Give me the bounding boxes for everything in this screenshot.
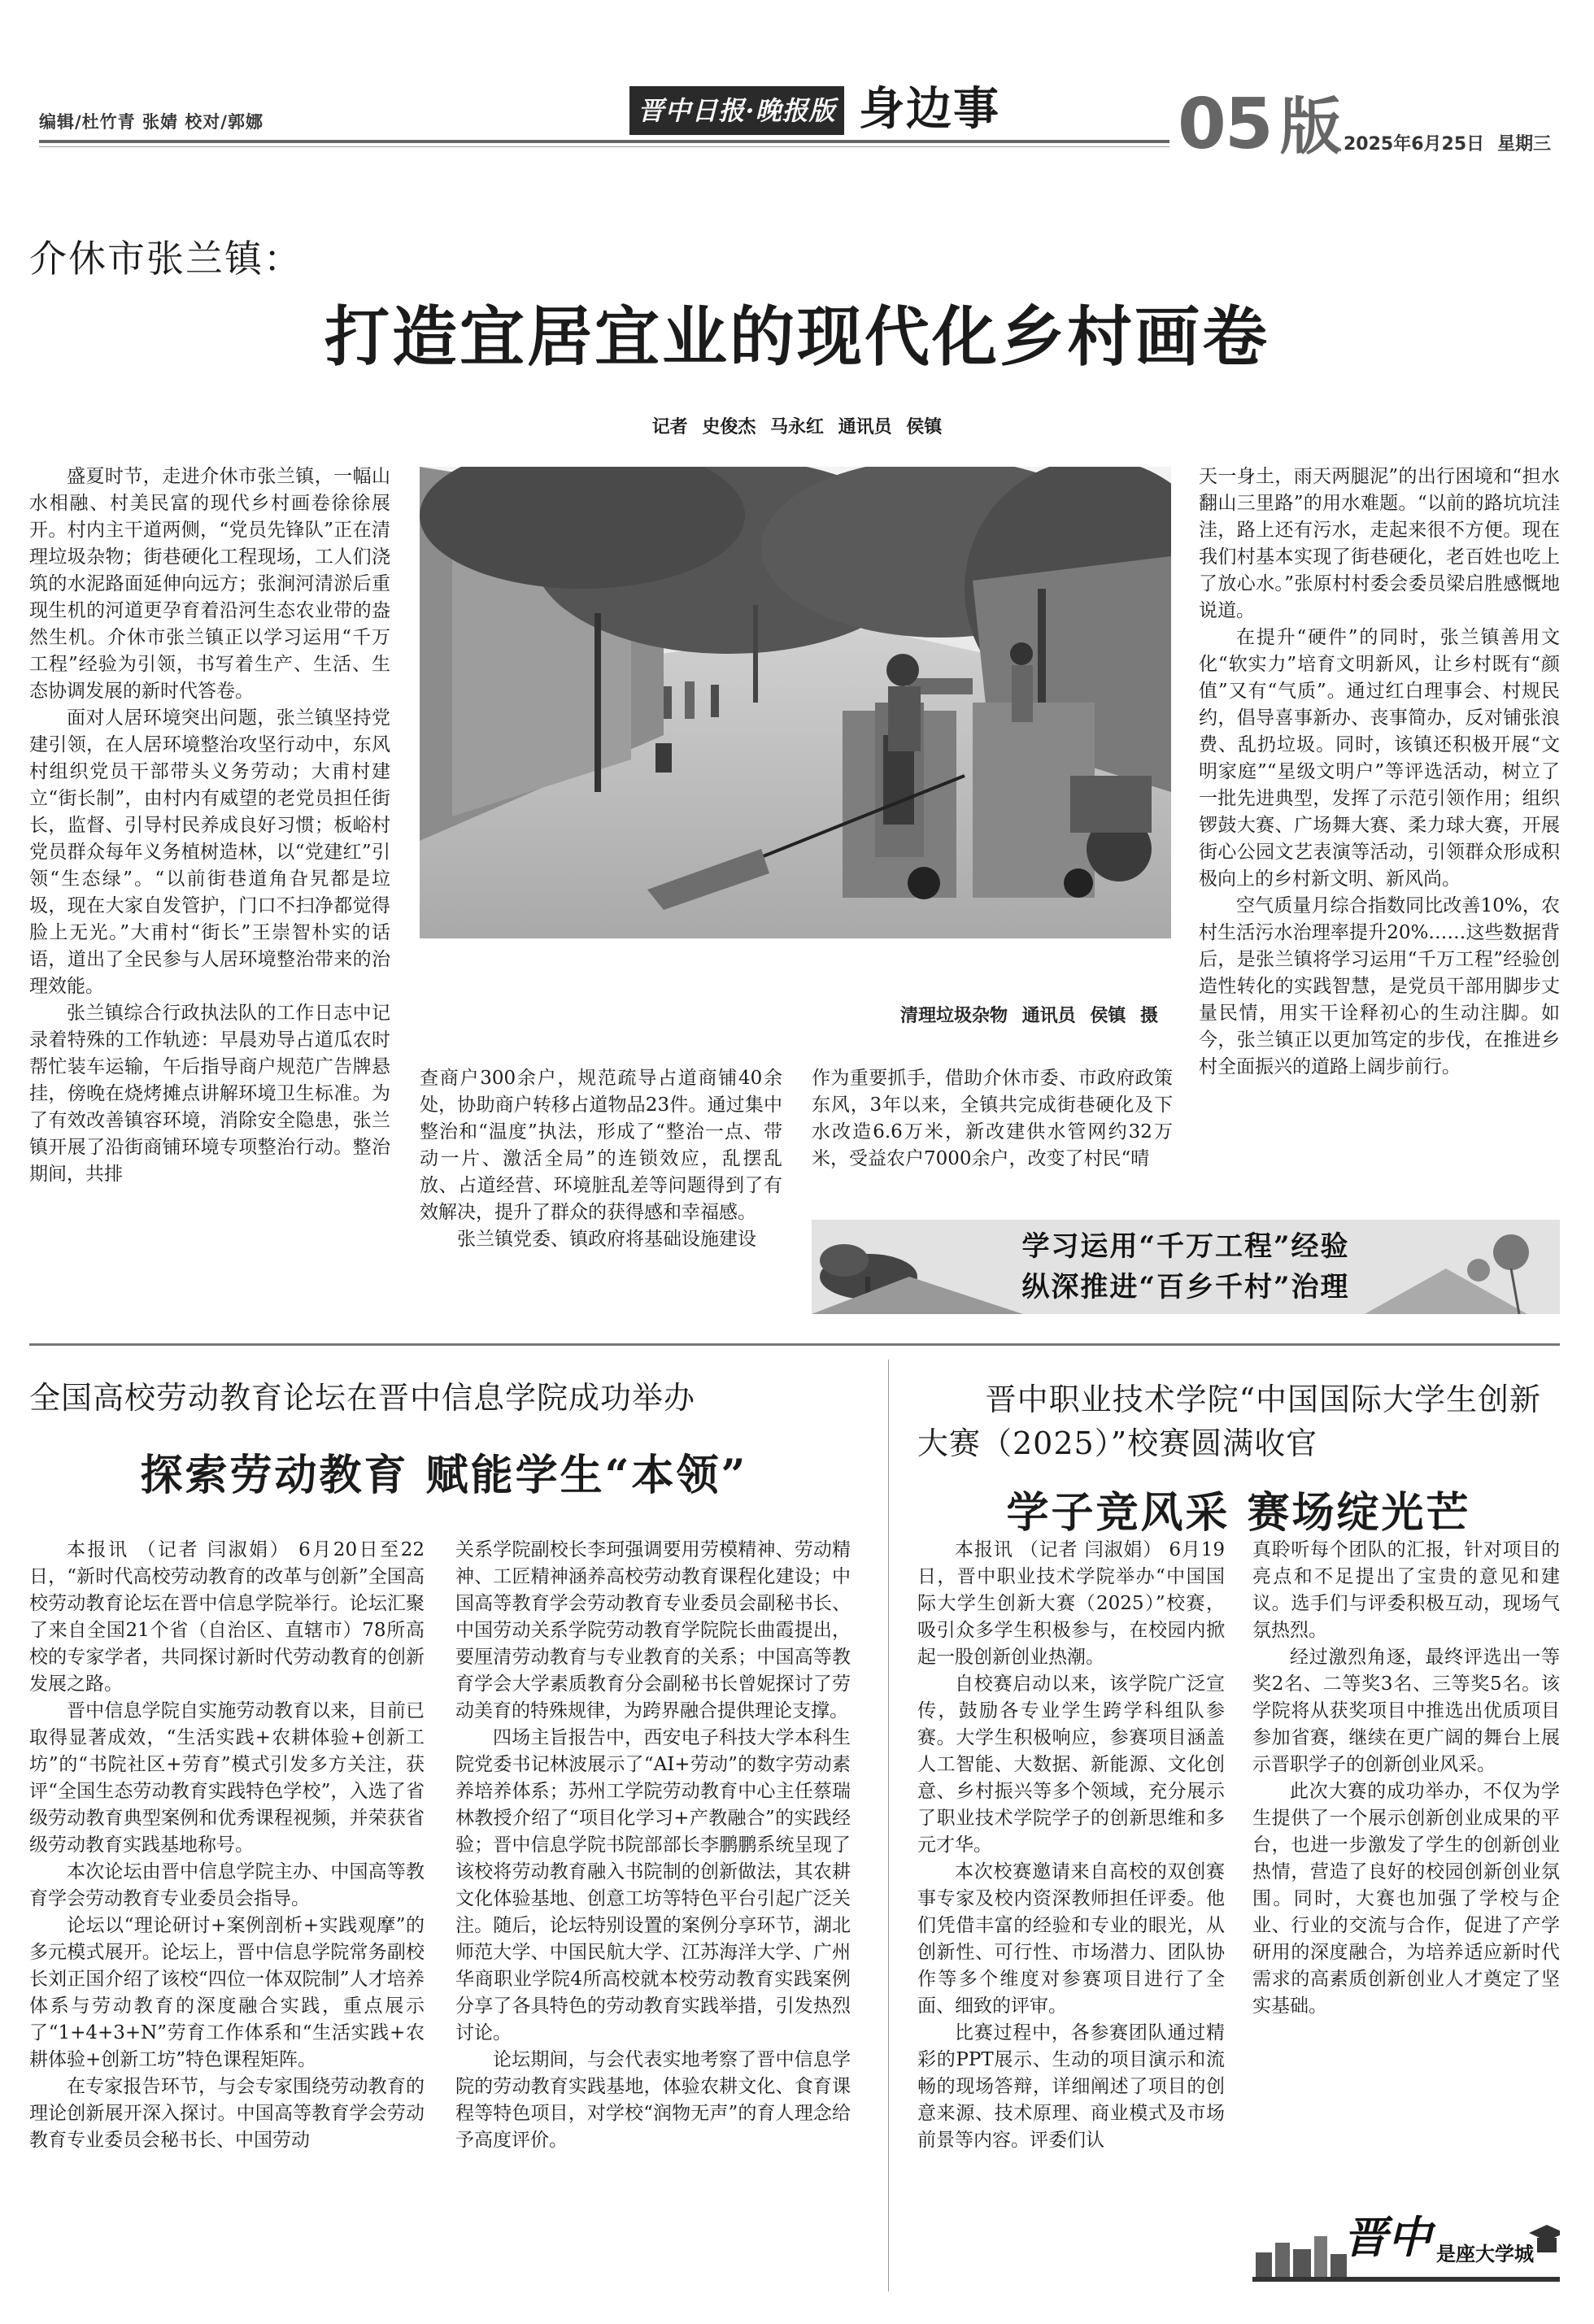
weekday-text: 星期三 [1497,134,1552,154]
masthead-logo-text: 晋中日报·晚报版 [638,95,836,126]
issue-date [1344,130,1551,155]
banner-line1: 学习运用“千万工程”经验 [1021,1230,1350,1263]
story1-col1-p1: 盛夏时节，走进介休市张兰镇，一幅山水相融、村美民富的现代乡村画卷徐徐展开。村内主干道两侧，“党员先锋队”正在清理垃圾杂物；街巷硬化工程现场，工人们浇筑的水泥路面延伸向远方；张涧河清淤后重现生机的河道更孕育着沿河生态农业带的盎然生机。介休市张兰镇正以学习运用“千万工程”经验为引领，书写着生产、生活、生态协调发展的新时代答卷。 [29,466,390,702]
story1-col3 [812,1065,1173,1171]
story1-col2 [420,1065,782,1311]
story1-byline: 记者 史俊杰 马永红 通讯员 侯镇 [651,417,943,437]
story2-col1-p3: 本次论坛由晋中信息学院主办、中国高等教育学会劳动教育专业委员会指导。 [29,1861,425,1909]
story3-col1-p4: 比赛过程中，各参赛团队通过精彩的PPT展示、生动的项目演示和流畅的现场答辩，详细阐述了项目的创意来源、技术原理、商业模式及市场前景等内容。评委们认 [917,2022,1225,2151]
story1-col1-p2: 面对人居环境突出问题，张兰镇坚持党建引领，在人居环境整治攻坚行动中，东风村组织党员干部带头义务劳动；大甫村建立“街长制”，由村内有威望的老党员担任街长，监督、引导村民养成良好习惯；板峪村党员群众每年义务植树造林，以“党建红”引领“生态绿”。“以前街巷道角旮旯都是垃圾，现在大家自发管护，门口不扫净都觉得脸上无光。”大甫村“街长”王崇智朴实的话语，道出了全民参与人居环境整治带来的治理效能。 [29,707,390,997]
page-number-digits: 05 [1178,84,1272,165]
story3-col2-p1: 真聆听每个团队的汇报，针对项目的亮点和不足提出了宝贵的意见和建议。选手们与评委积极互动，现场气氛热烈。 [1252,1539,1560,1641]
story2-col1-p4: 论坛以“理论研讨+案例剖析+实践观摩”的多元模式展开。论坛上，晋中信息学院常务副校长刘正国介绍了该校“四位一体双院制”人才培养体系与劳动教育的深度融合实践，重点展示了“1+4+3+N”劳育工作体系和“生活实践+农耕体验+创新工坊”特色课程矩阵。 [29,1915,425,2070]
page-number [1178,84,1340,165]
story1-headline: 打造宜居宜业的现代化乡村画卷 [324,298,1270,375]
story2-kicker: 全国高校劳动教育论坛在晋中信息学院成功举办 [29,1380,696,1416]
story1-photo-caption: 清理垃圾杂物 通讯员 侯镇 摄 [900,1006,1158,1026]
university-city-logo [1252,2196,1560,2285]
story3-col1-p2: 自校赛启动以来，该学院广泛宣传，鼓励各专业学生跨学科组队参赛。大学生积极响应，参赛项目涵盖人工智能、大数据、新能源、文化创意、乡村振兴等多个领域，充分展示了职业技术学院学子的创新思维和多元才华。 [917,1673,1225,1856]
story2-col2-p3: 论坛期间，与会代表实地考察了晋中信息学院的劳动教育实践基地，体验农耕文化、食育课程等特色项目，对学校“润物无声”的育人理念给予高度评价。 [455,2049,851,2151]
story3-col2-p2: 经过激烈角逐，最终评选出一等奖2名、二等奖3名、三等奖5名。该学院将从获奖项目中推选出优质项目参加省赛，继续在更广阔的舞台上展示晋职学子的创新创业风采。 [1252,1647,1560,1775]
header-rule [39,140,1169,143]
editors-credit: 编辑/杜竹青 张婧 校对/郭娜 [39,112,263,132]
story3-col1-p1: 本报讯 （记者 闫淑娟） 6月19日，晋中职业技术学院举办“中国国际大学生创新大赛（2025）”校赛，吸引众多学生积极参与，在校园内掀起一股创新创业热潮。 [917,1539,1225,1668]
banner-line2: 纵深推进“百乡千村”治理 [1021,1271,1350,1303]
footer-logo-main: 晋中 [1344,2211,1431,2263]
story3-col1 [917,1537,1225,2291]
date-text: 2025年6月25日 [1344,134,1485,154]
footer-logo-sub: 是座大学城 [1436,2243,1534,2265]
story2-col2-p1: 关系学院副校长李珂强调要用劳模精神、劳动精神、工匠精神涵养高校劳动教育课程化建设；中国高等教育学会劳动教育专业委员会副秘书长、中国劳动关系学院劳动教育学院院长曲霞提出，要厘清劳动教育与专业教育的关系；中国高等教育学会大学素质教育分会副秘书长曾妮探讨了劳动美育的特殊规律，为跨界融合提供理论支撑。 [455,1539,851,1721]
header-rule-thin [39,146,1169,147]
story1-photo [420,467,1171,938]
story3-kicker: 晋中职业技术学院“中国国际大学生创新大赛（2025）”校赛圆满收官 [917,1382,1542,1461]
story2-col1-p2: 晋中信息学院自实施劳动教育以来，目前已取得显著成效，“生活实践+农耕体验+创新工坊”的“书院社区+劳育”模式引发多方关注，获评“全国生态劳动教育实践特色学校”，入选了省级劳动教育典型案例和优秀课程视频，并荣获省级劳动教育实践基地称号。 [29,1700,425,1856]
story2-col1 [29,1537,425,2291]
story3-col2-p3: 此次大赛的成功举办，不仅为学生提供了一个展示创新创业成果的平台，也进一步激发了学生的创新创业热情，营造了良好的校园创新创业氛围。同时，大赛也加强了学校与企业、行业的交流与合作，促进了产学研用的深度融合，为培养适应新时代需求的高素质创新创业人才奠定了坚实基础。 [1252,1781,1560,2017]
story2-headline: 探索劳动教育 赋能学生“本领” [140,1451,748,1500]
story2-col1-p5: 在专家报告环节，与会专家围绕劳动教育的理论创新展开深入探讨。中国高等教育学会劳动教育专业委员会秘书长、中国劳动 [29,2076,425,2151]
story1-col2-p1: 查商户300余户，规范疏导占道商铺40余处，协助商户转移占道物品23件。通过集中整治和“温度”执法，形成了“整治一点、带动一片、激活全局”的连锁效应，乱摆乱放、占道经营、环境脏乱差等问题得到了有效解决，提升了群众的获得感和幸福感。 [420,1068,782,1223]
story2-col1-p1: 本报讯 （记者 闫淑娟） 6月20日至22日，“新时代高校劳动教育的改革与创新”全国高校劳动教育论坛在晋中信息学院举行。论坛汇聚了来自全国21个省（自治区、直辖市）78所高校的专家学者，共同探讨新时代劳动教育的创新发展之路。 [29,1539,425,1695]
story3-headline: 学子竞风采 赛场绽光芒 [1006,1488,1471,1538]
story3-col2 [1252,1537,1560,2179]
story1-col4-p1: 天一身土，雨天两腿泥”的出行困境和“担水翻山三里路”的用水难题。“以前的路坑坑洼洼，路上还有污水，走起来很不方便。现在我们村基本实现了街巷硬化，老百姓也吃上了放心水。”张原村村委会委员梁启胜感慨地说道。 [1199,466,1560,621]
vertical-divider [888,1360,889,2291]
story1-col1-p3: 张兰镇综合行政执法队的工作日志中记录着特殊的工作轨迹：早晨劝导占道瓜农时帮忙装车运输，午后指导商户规范广告牌悬挂，傍晚在烧烤摊点讲解环境卫生标准。为了有效改善镇容环境，消除安全隐患，张兰镇开展了沿街商铺环境专项整治行动。整治期间，共排 [29,1003,390,1185]
story1-col1 [29,463,390,1311]
story1-col2-p2: 张兰镇党委、镇政府将基础设施建设 [457,1229,756,1250]
story2-col2-p2: 四场主旨报告中，西安电子科技大学本科生院党委书记林波展示了“AI+劳动”的数字劳动素养培养体系；苏州工学院劳动教育中心主任蔡瑞林教授介绍了“项目化学习+产教融合”的实践经验；晋中信息学院书院部部长李鹏鹏系统呈现了该校将劳动教育融入书院制的创新做法，其农耕文化体验基地、创意工坊等特色平台引起广泛关注。随后，论坛特别设置的案例分享环节，湖北师范大学、中国民航大学、江苏海洋大学、广州华商职业学院4所高校就本校劳动教育实践案例分享了各具特色的劳动教育实践举措，引发热烈讨论。 [455,1727,851,2043]
masthead-logo [629,86,844,135]
story3-col1-p3: 本次校赛邀请来自高校的双创赛事专家及校内资深教师担任评委。他们凭借丰富的经验和专业的眼光，从创新性、可行性、市场潜力、团队协作等多个维度对参赛项目进行了全面、细致的评审。 [917,1861,1225,2017]
section-divider [29,1343,1560,1346]
story1-col3-p1: 作为重要抓手，借助介休市委、市政府政策东风，3年以来，全镇共完成街巷硬化及下水改造6.6万米，新改建供水管网约32万米，受益农户7000余户，改变了村民“晴 [812,1068,1173,1169]
story1-col4 [1199,463,1560,1309]
story1-kicker: 介休市张兰镇： [29,237,303,281]
section-name: 身边事 [859,82,1000,136]
story2-col2 [455,1537,851,2291]
campaign-banner [812,1220,1560,1314]
story1-col4-p2: 在提升“硬件”的同时，张兰镇善用文化“软实力”培育文明新风，让乡村既有“颜值”又有“气质”。通过红白理事会、村规民约，倡导喜事新办、丧事简办，反对铺张浪费、乱扔垃圾。同时，该镇还积极开展“文明家庭”“星级文明户”等评选活动，树立了一批先进典型，发挥了示范引领作用；组织锣鼓大赛、广场舞大赛、柔力球大赛，开展街心公园文艺表演等活动，引领群众形成积极向上的乡村新文明、新风尚。 [1199,627,1560,890]
street-cleaning-photo [420,467,1171,938]
story1-col4-p3: 空气质量月综合指数同比改善10%，农村生活污水治理率提升20%……这些数据背后，是张兰镇将学习运用“千万工程”经验创造性转化的实践智慧，是党员干部用脚步丈量民情，用实干诠释初心的生动注脚。如今，张兰镇正以更加笃定的步伐，在推进乡村全面振兴的道路上阔步前行。 [1199,895,1560,1077]
page-number-suffix: 版 [1279,90,1340,163]
